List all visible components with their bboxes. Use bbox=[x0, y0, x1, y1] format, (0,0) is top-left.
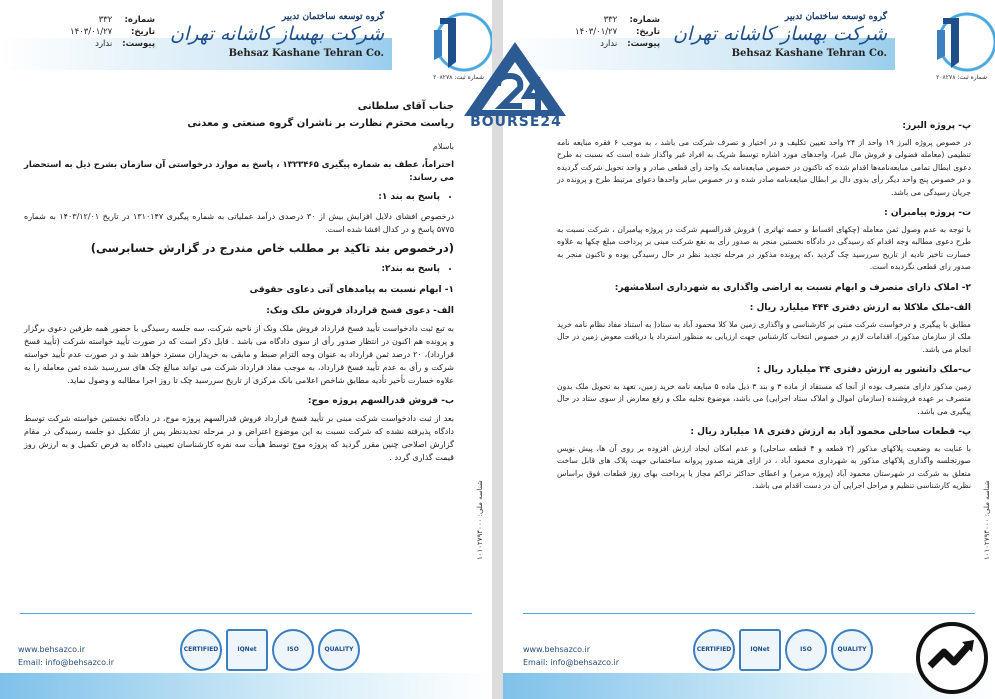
email-link[interactable]: Email: info@behsazco.ir bbox=[523, 658, 619, 667]
iqnet-badge-icon: IQNet bbox=[226, 629, 268, 671]
sub-t-paragraph: با توجه به عدم وصول ثمن معامله (چکهای اقساط و حصه تهاتری ) فروش قدرالسهم شرکت در پروژه پیامبران ، شرکت نسبت به طرح دعوی مطالبه وجه اقدام که رسیدگی در دادگاه نخستین منجر به صدور رأی به نفع شرکت مبنی بر پرداخت مبلغ چکها به علاوه خسارت تاخیر تادیه از تاریخ سررسید چک گردید ،که پرونده مذکور در مرحله تجدید نظر در حال رسیدگی بوده و تاکنون منجر به صدور رای قطعی نگردیده است. bbox=[557, 224, 971, 271]
section-2-heading: ۲- املاک دارای متصرف و ابهام نسبت به اراضی واگذاری به شهرداری اسلامشهر: bbox=[614, 282, 971, 293]
sub-p-heading: پ- پروژه البرز: bbox=[902, 121, 971, 131]
attachment-label: پیوست: bbox=[122, 39, 156, 49]
letterhead bbox=[503, 0, 995, 86]
greeting: باسلام bbox=[432, 142, 454, 151]
website-link[interactable]: www.behsazco.ir bbox=[523, 645, 590, 654]
website-link[interactable]: www.behsazco.ir bbox=[18, 645, 85, 654]
date-value: ۱۴۰۳/۰۱/۲۷ bbox=[70, 27, 113, 37]
date-label: تاریخ: bbox=[636, 27, 661, 37]
number-value: ۳۳۲ bbox=[98, 15, 113, 25]
footer-contact bbox=[18, 643, 114, 669]
company-name: شرکت بهساز کاشانه تهران bbox=[673, 23, 887, 45]
footer-wave bbox=[0, 673, 492, 699]
sub-t-heading: ت- پروژه پیامبران : bbox=[884, 208, 971, 218]
group-name: گروه توسعه ساختمان تدبیر bbox=[784, 12, 887, 22]
sub-r1-paragraph: مطابق با پیگیری و درخواست شرکت مبنی بر کارشناسی و واگذاری زمین ملا کلا محمود آباد به ستاد( به استناد مفاد نظام نامه خرید ملک از سازمان مذکور)، اقدامات لازم در خصوص انتخاب کارشناس جهت ارزیابی به منظور استرداد یا دریافت معوض زمین در حال انجام می باشد. bbox=[557, 319, 971, 354]
answer-1-title: • پاسخ به بند ۱: bbox=[24, 191, 440, 204]
company-name-en: Behsaz Kashane Tehran Co. bbox=[731, 48, 887, 59]
answer-2-title: • پاسخ به بند۲: bbox=[24, 263, 440, 276]
letter-meta bbox=[70, 14, 155, 50]
number-value: ۳۳۲ bbox=[603, 15, 618, 25]
sub-a-heading: الف- دعوی فسخ قرارداد فروش ملک ونک: bbox=[266, 306, 454, 316]
sub-b-heading: ب- فروش قدرالسهم پروژه موج: bbox=[307, 396, 454, 406]
sub-r1-heading: الف-ملک ملاکلا به ارزش دفتری ۴۴۴ میلیارد ریال : bbox=[749, 303, 971, 313]
sub-p-paragraph: در خصوص پروژه البرز ۱۹ واحد از ۲۴ واحد تعیین تکلیف و در اختیار و تصرف شرکت می باشد ، به موجب ۶ فقره مبایعه نامه تنظیمی (معامله فضولی و فروش مال غیر)، واحدهای مورد اشاره توسط شریک به افراد غیر واگذار شده است که نسبت به طرح دعوی ابطال تمامی مبایعه‌نامه‌ها اقدام شده که تاکنون در خصوص مبایعه‌نامه یک واحد رأی قطعی صادر و واحد تحویل شرکت گردیده و در خصوص پنج واحد دیگر رأی بدوی دال بر ابطال مبایعه‌نامه صادر شده و در خصوص سایر واحدها دعوای مرتبط طرح و پرونده در جریان رسیدگی می باشد. bbox=[557, 137, 972, 197]
company-block bbox=[170, 12, 384, 59]
intro-paragraph: احتراماً، عطف به شماره پیگیری ۱۳۲۳۴۶۵ ، پاسخ به موارد درخواستی آن سازمان بشرح ذیل به استحضار می رساند: bbox=[24, 160, 454, 183]
company-block bbox=[673, 12, 887, 59]
section-1-heading: ۱- ابهام نسبت به پیامدهای آتی دعاوی حقوقی bbox=[249, 285, 454, 295]
footer-divider bbox=[523, 613, 975, 614]
watermark-text: BOURSE24 bbox=[470, 114, 562, 130]
corner-chart-logo-icon bbox=[916, 622, 988, 694]
answer-1-list bbox=[24, 191, 454, 204]
letter-meta bbox=[575, 14, 660, 50]
iso-badge-icon: ISO bbox=[272, 629, 314, 671]
footer-contact bbox=[523, 643, 619, 669]
recipient-title: ریاست محترم نظارت بر ناشران گروه صنعتی و معدنی bbox=[187, 118, 454, 129]
letter-body bbox=[24, 100, 454, 470]
footer-divider bbox=[20, 613, 472, 614]
registration-number: شماره ثبت: ۲۰۸۲۷۸ bbox=[936, 74, 987, 81]
letter-page-2 bbox=[503, 0, 995, 699]
attachment-value: ندارد bbox=[95, 39, 113, 49]
emphasis-heading: (درخصوص بند تاکید بر مطلب خاص مندرج در گزارش حسابرسی) bbox=[90, 241, 454, 255]
company-logo-icon bbox=[929, 10, 975, 70]
number-label: شماره: bbox=[124, 15, 156, 25]
national-id-note: شناسه ملی: ۱۰۱۰۲۷۹۴۰۰۰ bbox=[476, 480, 484, 560]
cert-badge-icon: CERTIFIED bbox=[693, 629, 735, 671]
answer-1-text: درخصوص افشای دلایل افزایش بیش از ۳۰ درصدی درآمد عملیاتی به شماره پیگیری ۱۳۱۰۱۴۷ در تاریخ ۱۴۰۳/۱۲/۰۱ به شماره ۵۷۷۵ پاسخ و در کدال افشا شده است. bbox=[24, 212, 455, 234]
company-name-en: Behsaz Kashane Tehran Co. bbox=[228, 48, 384, 59]
date-value: ۱۴۰۳/۰۱/۲۷ bbox=[575, 27, 618, 37]
sub-b-paragraph: بعد از ثبت دادخواست شرکت مبنی بر تأیید فسخ قرارداد فروش قدرالسهم پروژه موج، در دادگاه نخستین خواسته شرکت توسط دادگاه پذیرفته نشده که شرکت نسبت به این موضوع اعتراض و در مرحله تجدیدنظر پس از تشکیل دو جلسه رسیدگی در مقام گزارش اصلاحی چنین مقرر گردید که پروژه موج توسط هیأت سه نفره کارشناسان تعیینی دادگاه به فرض تکمیل و به ارزش روز قیمت گذاری گردد . bbox=[24, 414, 454, 462]
group-name: گروه توسعه ساختمان تدبیر bbox=[281, 12, 384, 22]
answer-2-list bbox=[24, 263, 454, 276]
date-label: تاریخ: bbox=[131, 27, 156, 37]
email-link[interactable]: Email: info@behsazco.ir bbox=[18, 658, 114, 667]
letter-footer bbox=[0, 603, 492, 699]
sub-r2-paragraph: زمین مذکور دارای متصرف بوده از آنجا که مستفاد از ماده ۳ و بند ۳ ذیل ماده ۵ مبایعه نامه خرید زمین، تعهد به تحویل ملک بدون متصرف بر عهده فروشنده (سازمان اموال و املاک ستاد اجرایی) می باشد، موضوع تخلیه ملک و رفع معارض از سوی ستاد در حال پیگیری می باشد. bbox=[557, 381, 971, 416]
recipient-name: جناب آقای سلطانی bbox=[357, 101, 454, 112]
number-label: شماره: bbox=[629, 15, 661, 25]
quality-badge-icon: QUALITY bbox=[831, 629, 873, 671]
letter-page-1 bbox=[0, 0, 492, 699]
sub-r2-heading: ب-ملک دانشور به ارزش دفتری ۳۴ میلیارد ریال : bbox=[756, 365, 971, 375]
sub-r3-paragraph: با عنایت به وضعیت پلاکهای مذکور (۲ قطعه و ۴ قطعه ساحلی) و عدم امکان ایجاد ارزش افزوده بر روی آن ها، پیش نویس صورتجلسه واگذاری پلاکهای مذکور به شهرداری محمود آباد ، در ازای هزینه صدور پروانه ساختمانی جهت پلاک های قابل ساخت متعلق به شرکت در شهرستان محمود آباد (پروژه مرمر) و اعطای حداکثر تراکم مجاز یا پرداخت بهای روز قطعات فوق براساس نظریه کارشناسی تنظیم و مراحل اجرایی آن در دست اقدام می باشد. bbox=[557, 443, 971, 490]
attachment-label: پیوست: bbox=[627, 39, 661, 49]
quality-badge-icon: QUALITY bbox=[318, 629, 360, 671]
national-id-note: شناسه ملی: ۱۰۱۰۲۷۹۴۰۰۰ bbox=[983, 480, 991, 560]
sub-r3-heading: پ- قطعات ساحلی محمود آباد به ارزش دفتری ۱۸ میلیارد ریال : bbox=[690, 427, 971, 437]
attachment-value: ندارد bbox=[600, 39, 618, 49]
sub-a-paragraph: به تبع ثبت دادخواست تأیید فسخ قرارداد فروش ملک ونک از ناحیه شرکت، سه جلسه رسیدگی با حضور همه طرفین دعوی برگزار و پرونده هم اکنون در انتظار صدور رأی از سوی دادگاه می باشد . قابل ذکر است که در صورت تأیید خواسته شرکت (تأیید فسخ قرارداد)، ۲۰ درصد ثمن قرارداد به عنوان وجه التزام ضبط و مابقی به خریداران مسترد خواهد شد و در صورت عدم تأیید خواسته شرکت و رأی به عدم تأیید فسخ قرارداد، به موجب مفاد قرارداد شرکت می تواند مبالغ چک های سررسید شده ثمن معامله را به علاوه خسارت تأخیر تأدیه مطابق شاخص اعلامی بانک مرکزی از تاریخ سررسید چک تا روز اجرا مطالبه و وصول نماید. bbox=[24, 324, 455, 385]
iso-badge-icon: ISO bbox=[785, 629, 827, 671]
cert-badge-icon: CERTIFIED bbox=[180, 629, 222, 671]
iqnet-badge-icon: IQNet bbox=[739, 629, 781, 671]
letter-body bbox=[557, 120, 971, 499]
company-name: شرکت بهساز کاشانه تهران bbox=[170, 23, 384, 45]
registration-number: شماره ثبت: ۲۰۸۲۷۸ bbox=[433, 74, 484, 81]
letterhead bbox=[0, 0, 492, 86]
